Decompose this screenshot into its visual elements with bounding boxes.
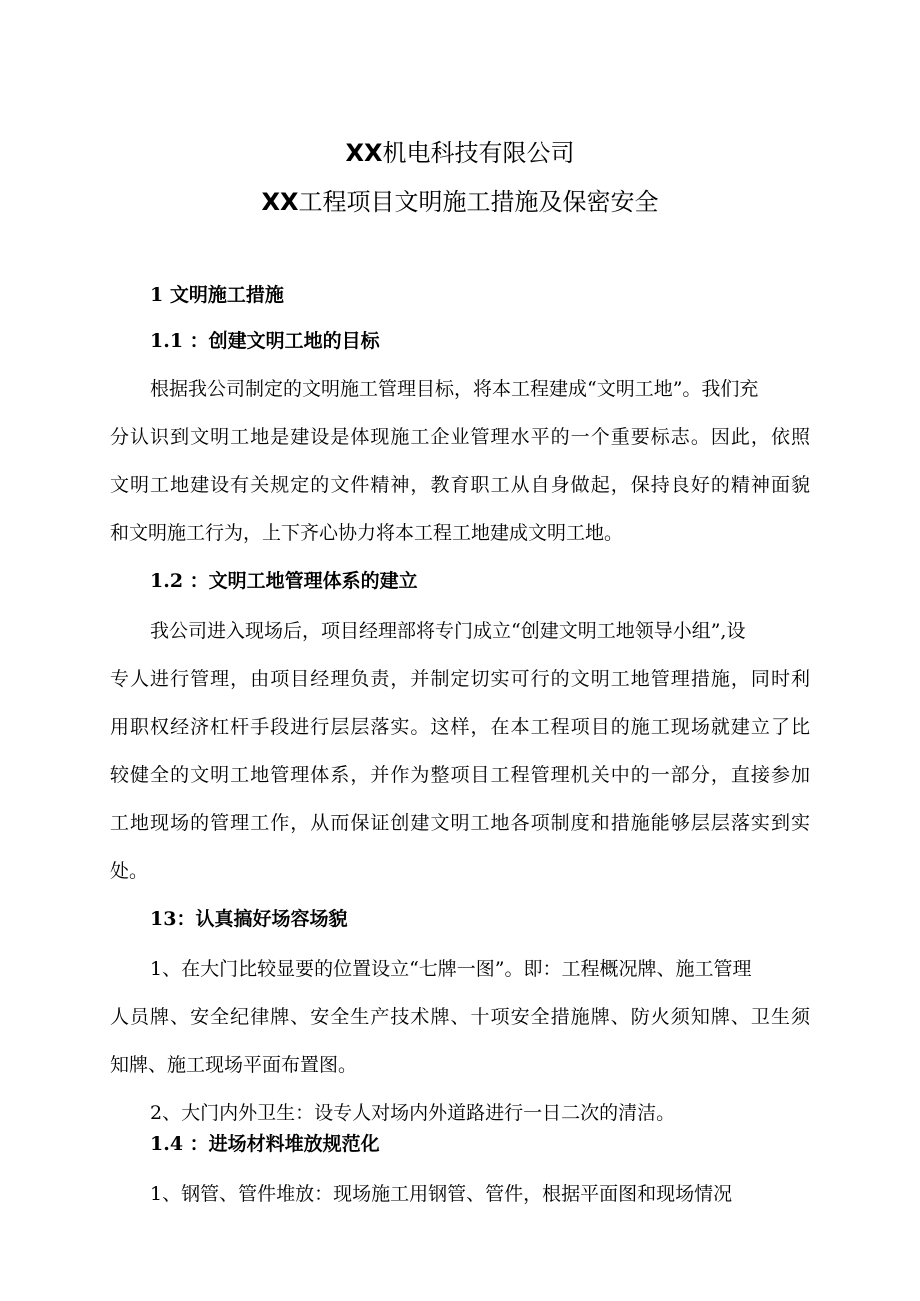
paragraph-line: 处。 (110, 860, 149, 882)
company-title (0, 138, 920, 168)
section-1-2-heading: 1.2 ：文明工地管理体系的建立 (150, 570, 418, 592)
section-1-4-heading: 1.4 ：进场材料堆放规范化 (150, 1133, 380, 1155)
project-prefix: XX (261, 188, 299, 216)
paragraph-line: 工地现场的管理工作，从而保证创建文明工地各项制度和措施能够层层落实到实 (110, 812, 810, 834)
company-name: 机电科技有限公司 (382, 139, 575, 167)
paragraph-line: 较健全的文明工地管理体系，并作为整项目工程管理机关中的一部分，直接参加 (110, 764, 810, 786)
paragraph-line: 专人进行管理，由项目经理负责，并制定切实可行的文明工地管理措施，同时利 (110, 668, 810, 690)
section-1-heading: 1 文明施工措施 (150, 284, 284, 306)
project-title-text: 工程项目文明施工措施及保密安全 (298, 188, 659, 216)
list-item-line: 2、大门内外卫生：设专人对场内外道路进行一日二次的清洁。 (150, 1102, 676, 1124)
paragraph-line: 和文明施工行为，上下齐心协力将本工程工地建成文明工地。 (110, 522, 624, 544)
list-item-line: 知牌、施工现场平面布置图。 (110, 1054, 358, 1076)
section-1-1-heading: 1.1 ：创建文明工地的目标 (150, 330, 380, 352)
list-item-line: 1、钢管、管件堆放：现场施工用钢管、管件，根据平面图和现场情况 (150, 1183, 733, 1205)
list-item-line: 1、在大门比较显要的位置设立“七牌一图”。即：工程概况牌、施工管理 (150, 958, 752, 980)
section-1-3-heading: 13：认真搞好场容场貌 (150, 908, 348, 930)
paragraph-line: 文明工地建设有关规定的文件精神，教育职工从自身做起，保持良好的精神面貌 (110, 474, 810, 496)
project-title (0, 187, 920, 217)
company-prefix: XX (345, 139, 383, 167)
paragraph-line: 根据我公司制定的文明施工管理目标，将本工程建成“文明工地”。我们充 (150, 378, 759, 400)
list-item-line: 人员牌、安全纪律牌、安全生产技术牌、十项安全措施牌、防火须知牌、卫生须 (110, 1006, 810, 1028)
paragraph-line: 我公司进入现场后，项目经理部将专门成立“创建文明工地领导小组”,设 (150, 620, 746, 642)
paragraph-line: 用职权经济杠杆手段进行层层落实。这样，在本工程项目的施工现场就建立了比 (110, 716, 810, 738)
paragraph-line: 分认识到文明工地是建设是体现施工企业管理水平的一个重要标志。因此，依照 (110, 426, 810, 448)
